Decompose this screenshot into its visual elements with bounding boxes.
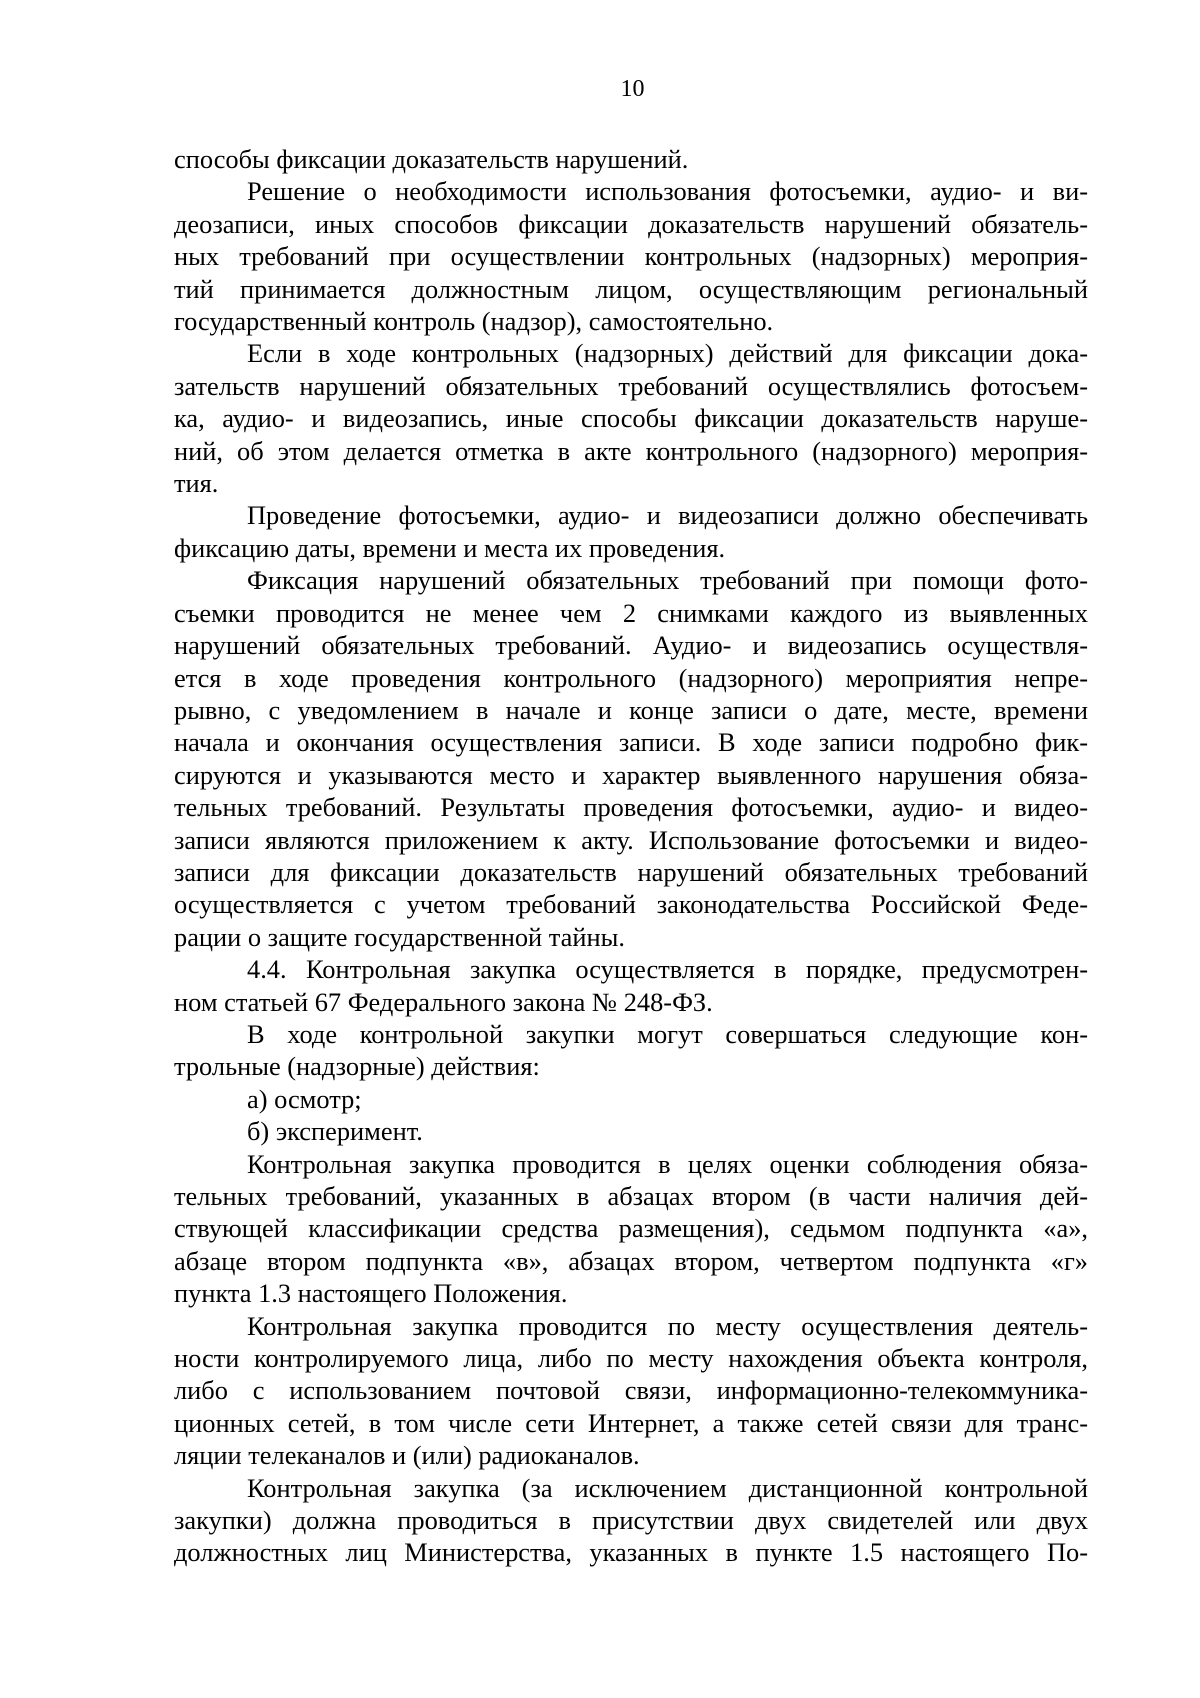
text-line: Контрольная закупка проводится в целях оценки соблюдения обяза- bbox=[247, 1148, 1088, 1179]
text-line: должностных лиц Министерства, указанных в пункте 1.5 настоящего По- bbox=[174, 1537, 1088, 1568]
paragraph bbox=[174, 953, 1088, 1018]
text-line: осуществляется с учетом требований законодательства Российской Феде- bbox=[174, 889, 1088, 920]
text-line: ляции телеканалов и (или) радиоканалов. bbox=[174, 1440, 640, 1471]
text-line: Фиксация нарушений обязательных требований при помощи фото- bbox=[247, 565, 1088, 596]
paragraph bbox=[174, 1083, 1088, 1115]
text-line: начала и окончания осуществления записи. В ходе записи подробно фик- bbox=[174, 727, 1088, 758]
text-line: тия. bbox=[174, 468, 219, 499]
text-line: абзаце втором подпункта «в», абзацах втором, четвертом подпункта «г» bbox=[174, 1245, 1088, 1276]
text-line: а) осмотр; bbox=[247, 1083, 362, 1114]
text-line: ка, аудио- и видеозапись, иные способы фиксации доказательств наруше- bbox=[174, 403, 1088, 434]
text-line: сируются и указываются место и характер выявленного нарушения обяза- bbox=[174, 759, 1088, 790]
text-line: деозаписи, иных способов фиксации доказательств нарушений обязатель- bbox=[174, 208, 1088, 239]
paragraph bbox=[174, 1115, 1088, 1147]
text-line: зательств нарушений обязательных требований осуществлялись фотосъем- bbox=[174, 370, 1088, 401]
paragraph bbox=[174, 175, 1088, 337]
text-line: государственный контроль (надзор), самостоятельно. bbox=[174, 306, 774, 337]
text-line: тий принимается должностным лицом, осуществляющим региональный bbox=[174, 273, 1088, 304]
paragraph bbox=[174, 1310, 1088, 1472]
text-line: б) эксперимент. bbox=[247, 1116, 423, 1147]
text-line: ном статьей 67 Федерального закона № 248-ФЗ. bbox=[174, 986, 713, 1017]
text-line: Контрольная закупка (за исключением дистанционной контрольной bbox=[247, 1472, 1088, 1503]
text-line: трольные (надзорные) действия: bbox=[174, 1051, 540, 1082]
paragraph bbox=[174, 564, 1088, 953]
text-line: записи являются приложением к акту. Использование фотосъемки и видео- bbox=[174, 824, 1088, 855]
page-number: 10 bbox=[620, 76, 645, 102]
text-line: съемки проводится не менее чем 2 снимками каждого из выявленных bbox=[174, 597, 1088, 628]
text-line: 4.4. Контрольная закупка осуществляется в порядке, предусмотрен- bbox=[247, 954, 1088, 985]
paragraph bbox=[174, 337, 1088, 499]
text-line: рывно, с уведомлением в начале и конце записи о дате, месте, времени bbox=[174, 694, 1088, 725]
paragraph bbox=[174, 143, 1088, 175]
text-line: ний, об этом делается отметка в акте контрольного (надзорного) мероприя- bbox=[174, 435, 1088, 466]
document-body bbox=[174, 143, 1088, 1569]
text-line: способы фиксации доказательств нарушений. bbox=[174, 144, 689, 174]
paragraph bbox=[174, 499, 1088, 564]
text-line: Проведение фотосъемки, аудио- и видеозаписи должно обеспечивать bbox=[247, 500, 1088, 531]
text-line: Если в ходе контрольных (надзорных) действий для фиксации дока- bbox=[247, 338, 1088, 369]
text-line: Контрольная закупка проводится по месту осуществления деятель- bbox=[247, 1310, 1088, 1341]
text-line: пункта 1.3 настоящего Положения. bbox=[174, 1278, 568, 1309]
text-line: ствующей классификации средства размещения), седьмом подпункта «а», bbox=[174, 1213, 1088, 1244]
text-line: фиксацию даты, времени и места их проведения. bbox=[174, 532, 726, 563]
paragraph bbox=[174, 1018, 1088, 1083]
text-line: тельных требований. Результаты проведения фотосъемки, аудио- и видео- bbox=[174, 792, 1088, 823]
text-line: записи для фиксации доказательств нарушений обязательных требований bbox=[174, 856, 1088, 887]
paragraph bbox=[174, 1148, 1088, 1310]
text-line: тельных требований, указанных в абзацах втором (в части наличия дей- bbox=[174, 1181, 1088, 1211]
text-line: закупки) должна проводиться в присутствии двух свидетелей или двух bbox=[174, 1505, 1088, 1536]
text-line: либо с использованием почтовой связи, информационно-телекоммуника- bbox=[174, 1375, 1088, 1406]
paragraph bbox=[174, 1472, 1088, 1569]
text-line: ционных сетей, в том числе сети Интернет, а также сетей связи для транс- bbox=[174, 1407, 1088, 1438]
text-line: В ходе контрольной закупки могут совершаться следующие кон- bbox=[247, 1018, 1088, 1049]
text-line: ных требований при осуществлении контрольных (надзорных) мероприя- bbox=[174, 241, 1088, 272]
text-line: нарушений обязательных требований. Аудио- и видеозапись осуществля- bbox=[174, 630, 1088, 661]
text-line: ется в ходе проведения контрольного (надзорного) мероприятия непре- bbox=[174, 662, 1088, 693]
text-line: Решение о необходимости использования фотосъемки, аудио- и ви- bbox=[247, 176, 1088, 207]
text-line: рации о защите государственной тайны. bbox=[174, 921, 625, 952]
text-line: ности контролируемого лица, либо по месту нахождения объекта контроля, bbox=[174, 1343, 1088, 1374]
